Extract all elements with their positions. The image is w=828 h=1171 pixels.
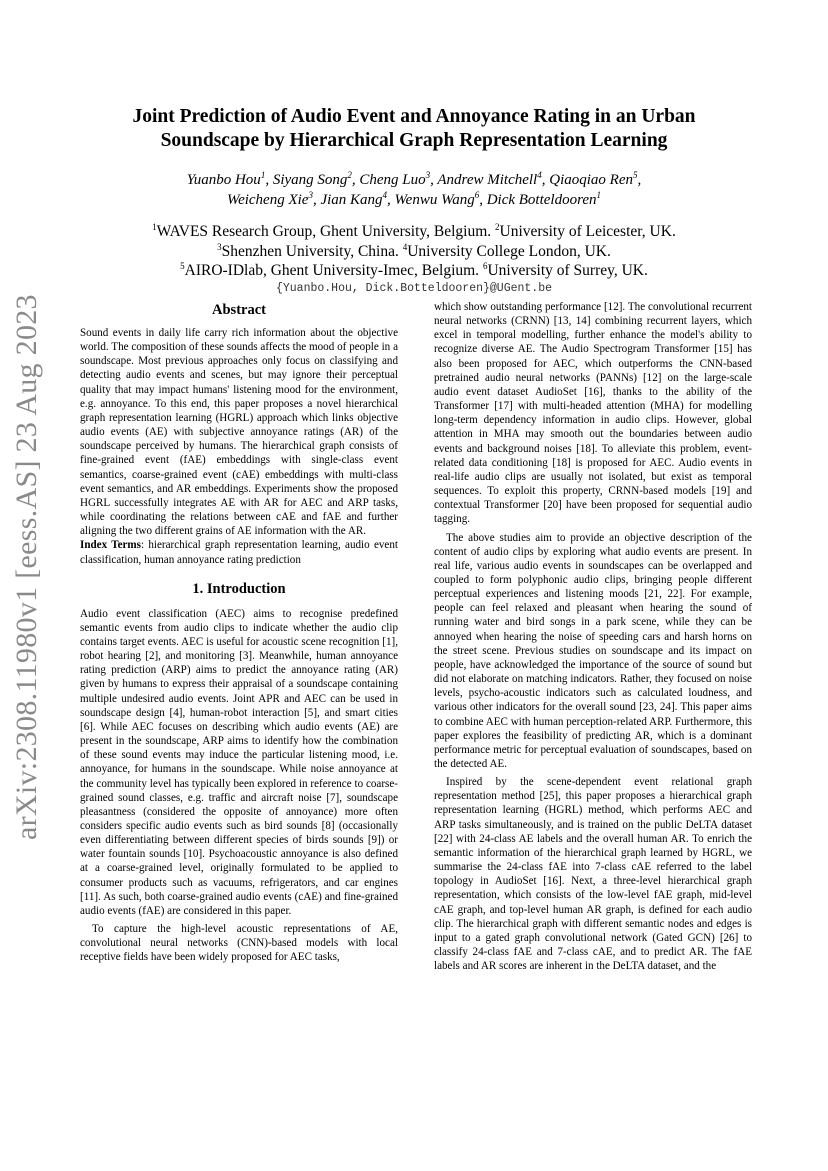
affiliation-line: $^1$WAVES Research Group, Ghent University, Belgium. $^2$University of Leicester, UK. [152,221,676,240]
paper-title [80,105,748,153]
author: Siyang Song$^2$, [272,170,360,188]
body-paragraph-2: The above studies aim to provide an objective description of the content of audio clips by exploring what audio events are present. In real life, various audio events in soundscapes can be overlapped and coupled to form polyphonic audio clips, bringing people different perceptual experiences and listening moods [21, 22]. For example, people can feel relaxed and pleasant when hearing the sound of running water and bird songs in a park scene, while they can be annoyed when hearing the noise of speeding cars and harsh horns on the street scene. Previous studies on soundscape and its impact on people, have acknowledged the importance of the source of sound but did not elaborate on matching indicators. Rather, they focused on noise levels, psycho-acoustic indicators such as calculated loudness, and various other indicators for the overall sound [23, 24]. This paper aims to combine AEC with human perception-related ARP. Furthermore, this paper explores the feasibility of predicting AR, which is a dominant performance metric for perceptual evaluation of soundscapes, based on the detected AE. [434,531,752,770]
index-terms [80,538,398,566]
body-paragraph-1: which show outstanding performance [12]. The convolutional recurrent neural networks (CRNN) [13, 14] combining recurrent layers, which excel in temporal modelling, further enhance the model's ability to recognize diverse AE. The Audio Spectrogram Transformer [15] has also been proposed for AEC, which outperforms the CNN-based pretrained audio neural networks (PANNs) [12] on the large-scale audio event dataset AudioSet [16], thanks to the ability of the Transformer [17] with multi-headed attention (MHA) for modelling long-term dependency information in audio clips. However, global attention in MHA may smooth out the boundaries between audio events and background noises [18]. To alleviate this problem, event-related data conditioning [18] is proposed for AEC. Audio events in real-life audio clips are usually not isolated, but exist as temporal sequences. To exploit this property, CRNN-based models [19] and contextual Transformer [20] have been proposed for sequential audio tagging. [434,301,752,526]
intro-paragraph-2: To capture the high-level acoustic representations of AE, convolutional neural networks (CNN)-based models with local receptive fields have been widely proposed for AEC tasks, [80,923,398,964]
author-line-1 [80,170,748,190]
left-column [80,300,398,965]
abstract-body: Sound events in daily life carry rich information about the objective world. The composition of these sounds affects the mood of people in a soundscape. Most previous approaches only focus on classifying and detecting audio events and scenes, but may ignore their perceptual quality that may impact humans' listening mood for the environment, e.g. annoyance. To this end, this paper proposes a novel hierarchical graph representation learning (HGRL) approach which links objective audio events (AE) with subjective annoyance ratings (AR) of the soundscape perceived by humans. The hierarchical graph consists of fine-grained event (fAE) embeddings with single-class event semantics, coarse-grained event (cAE) embeddings with multi-class event semantics, and AR embeddings. Experiments show the proposed HGRL successfully integrates AE with AR for AEC and ARP tasks, while coordinating the relations between cAE and fAE and further aligning the two different grains of AE information with the AR. [80,327,398,538]
author: Jian Kang$^4$, [320,190,395,208]
author-line-2 [80,190,748,210]
introduction-heading: 1. Introduction [192,580,286,597]
intro-paragraph-1: Audio event classification (AEC) aims to recognise predefined semantic events from audio clips to indicate whether the audio clip contains target events. AEC is useful for acoustic scene recognition [1], robot hearing [2], and monitoring [3]. Meanwhile, human annoyance rating prediction (ARP) aims to predict the annoyance rating (AR) given by humans to express their appraisal of a soundscape containing multiple undesired audio events. Joint APR and AEC can be used in soundscape design [4], human-robot interaction [5], and smart cities [6]. While AEC focuses on describing which audio events (AE) are present in the soundscape, ARP aims to identify how the combination of these sound events may induce the particular listening mood, i.e. annoyance, for humans in the soundscape. While noise annoyance at the community level has typically been explored in reference to coarse-grained sound classes, e.g. traffic and aircraft noise [7], soundscape pleasantness (considered the opposite of annoyance) more often considers specific audio events such as bird sounds [8] (occasionally even differentiating between different species of birds sounds [9]) or water fountain sounds [10]. Psychoacoustic annoyance is also defined at a coarse-grained level, originally formulated to be applied to consumer products such as vacuums, refrigerators, and car engines [11]. As such, both coarse-grained audio events (cAE) and fine-grained audio events (fAE) are considered in this paper. [80,607,398,917]
author-list [80,170,748,210]
author-emails: {Yuanbo.Hou, Dick.Botteldooren}@UGent.be [275,282,553,295]
body-paragraph-3: Inspired by the scene-dependent event relational graph representation method [25], this paper proposes a hierarchical graph representation learning (HGRL) method, which performs AEC and ARP tasks simultaneously, and is trained on the public DeLTA dataset [22] with 24-class AE labels and the overall human AR. To enrich the semantic information of the hierarchical graph learned by HGRL, we summarise the 24-class fAE into 7-class cAE referred to the label topology in AudioSet [16]. Next, a three-level hierarchical graph representation, which consists of the low-level fAE graph, mid-level cAE graph, and top-level human AR graph, is defined for each audio clip. The hierarchical graph with different semantic nodes and edges is input to a gated graph convolutional network (Gated GCN) [26] to classify 24-class fAE and 7-class cAE, and to predict AR. The fAE labels and AR scores are inherent in the DeLTA dataset, and the [434,776,752,973]
author: Wenwu Wang$^6$, [394,190,487,208]
title-line-1: Joint Prediction of Audio Event and Annoyance Rating in an Urban [132,106,696,127]
affiliations [80,222,748,281]
affiliation-line: $^3$Shenzhen University, China. $^4$University College London, UK. [217,241,611,260]
index-terms-text: : hierarchical graph representation learning, audio event classification, human annoyance rating prediction [80,539,398,566]
abstract-heading: Abstract [212,302,266,318]
author: Yuanbo Hou$^1$, [186,170,273,188]
author: Andrew Mitchell$^4$, [437,170,550,188]
author: Cheng Luo$^3$, [359,170,438,188]
title-line-2: Soundscape by Hierarchical Graph Representation Learning [160,130,668,151]
author: Dick Botteldooren$^1$ [486,190,602,208]
arxiv-sidebar-stamp: arXiv:2308.11980v1 [eess.AS] 23 Aug 2023 [10,294,43,840]
author: Qiaoqiao Ren$^5$, [549,170,642,188]
right-column [434,300,752,973]
author: Weicheng Xie$^3$, [226,190,321,208]
affiliation-line: $^5$AIRO-IDlab, Ghent University-Imec, Belgium. $^6$University of Surrey, UK. [180,260,648,279]
index-terms-label: Index Terms [80,539,141,552]
